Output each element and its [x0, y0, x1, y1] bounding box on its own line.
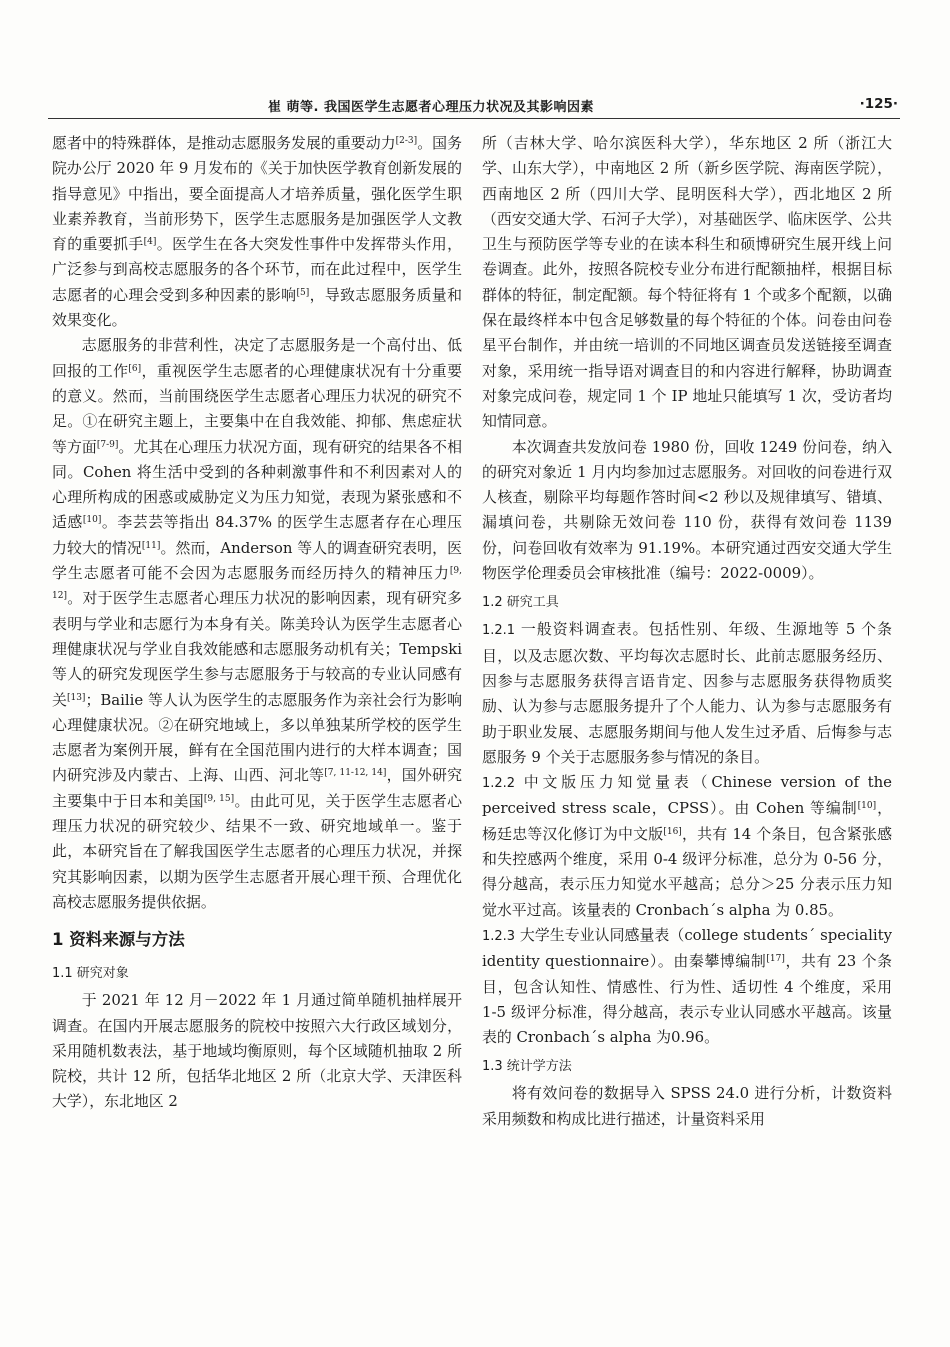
paragraph: 于 2021 年 12 月－2022 年 1 月通过简单随机抽样展开调查。在国内开展志愿服务的院校中按照六大行政区域划分，采用随机数表法，基于地域均衡原则，每个区域随机抽取 2 所院校，共计 12 所，包括华北地区 2 所（北京大学、天津医科大学），东北地区 2: [52, 991, 462, 1111]
section-heading: 1 资料来源与方法: [52, 930, 185, 950]
citation: [10]: [857, 801, 877, 812]
page-number: ·125·: [859, 96, 898, 112]
citation: [17]: [766, 954, 785, 965]
paragraph: 志愿服务的非营利性，决定了志愿服务是一个高付出、低回报的工作[6]，重视医学生志愿者的心理健康状况有十分重要的意义。然而，当前围绕医学生志愿者心理压力状况的研究不足。①在研究主题上，主要集中在自我效能、抑郁、焦虑症状等方面[7-9]。尤其在心理压力状况方面，现有研究的结果各不相同。Cohen 将生活中受到的各种刺激事件和不利因素对人的心理所构成的困惑或威胁定义为压力知觉，表现为紧张感和不适感[10]。李芸芸等指出 84.37% 的医学生志愿者存在心理压力较大的情况[11]。然而，Anderson 等人的调查研究表明，医学生志愿者可能不会因为志愿服务而经历持久的精神压力[9, 12]。对于医学生志愿者心理压力状况的影响因素，现有研究多表明与学业和志愿行为本身有关。陈美玲认为医学生志愿者心理健康状况与学业自我效能感和志愿服务动机有关；Tempski 等人的研究发现医学生参与志愿服务于与较高的专业认同感有关[13]；Bailie 等人认为医学生的志愿服务作为亲社会行为影响心理健康状况。②在研究地域上，多以单独某所学校的医学生志愿者为案例开展，鲜有在全国范围内进行的大样本调查；国内研究涉及内蒙古、上海、山西、河北等[7, 11-12, 14]，国外研究主要集中于日本和美国[9, 15]。由此可见，关于医学生志愿者心理压力状况的研究较少、结果不一致、研究地域单一。鉴于此，本研究旨在了解我国医学生志愿者的心理压力状况，并探究其影响因素，以期为医学生志愿者开展心理干预、合理优化高校志愿服务提供依据。: [52, 336, 462, 911]
right-column: [482, 131, 892, 1132]
citation: [9, 15]: [203, 793, 235, 804]
running-title: 崔 萌等. 我国医学生志愿者心理压力状况及其影响因素: [268, 100, 594, 115]
paragraph: 1.2.3 大学生专业认同感量表（college students´ speciality identity questionnaire）。由秦攀博编制[17]，共有 23 个条目，包含认知性、情感性、行为性、适切性 4 个维度，采用 1-5 级评分标准，得分越高，表示专业认同感水平越高。该量表的 Cronbach´s alpha 为0.96。: [482, 925, 892, 1047]
citation: [2-3]: [395, 136, 418, 146]
citation: [13]: [66, 692, 86, 703]
paragraph: 1.2.1 一般资料调查表。包括性别、年级、生源地等 5 个条目，以及志愿次数、平均每次志愿时长、此前志愿服务经历、因参与志愿服务获得言语肯定、因参与志愿服务获得物质奖励、认为参与志愿服务提升了个人能力、认为参与志愿服务有助于职业发展、志愿服务期间与他人发生过矛盾、后悔参与志愿服务 9 个关于志愿服务参与情况的条目。: [482, 620, 892, 766]
citation: [10]: [82, 515, 102, 526]
citation: [7, 11-12, 14]: [324, 768, 387, 779]
citation: [7-9]: [96, 439, 119, 450]
paragraph: 本次调查共发放问卷 1980 份，回收 1249 份问卷，纳入的研究对象近 1 月内均参加过志愿服务。对回收的问卷进行双人核查，剔除平均每题作答时间<2 秒以及规律填写、错填、漏填问卷，共剔除无效问卷 110 份，获得有效问卷 1139 份，问卷回收有效率为 91.19%。本研究通过西安交通大学生物医学伦理委员会审核批准（编号：2022-0009）。: [482, 437, 892, 583]
citation: [9, 12]: [52, 566, 462, 602]
citation: [6]: [128, 363, 142, 374]
citation: [5]: [296, 287, 310, 298]
citation: [4]: [143, 237, 157, 248]
paragraph: 所（吉林大学、哈尔滨医科大学），华东地区 2 所（浙江大学、山东大学），中南地区 2 所（新乡医学院、海南医学院），西南地区 2 所（四川大学、昆明医科大学），西北地区 2 所（西安交通大学、石河子大学），对基础医学、临床医学、公共卫生与预防医学等专业的在读本科生和硕博研究生展开线上问卷调查。此外，按照各院校专业分布进行配额抽样，根据目标群体的特征，制定配额。每个特征将有 1 个或多个配额，以确保在最终样本中包含足够数量的每个特征的个体。问卷由问卷星平台制作，并由统一培训的不同地区调查员发送链接至调查对象，采用统一指导语对调查目的和内容进行解释，协助调查对象完成问卷，规定同 1 个 IP 地址只能填写 1 次，受访者均知情同意。: [482, 134, 892, 431]
citation: [16]: [663, 826, 682, 837]
subsection-heading: 1.2 研究工具: [482, 595, 559, 611]
subsection-heading: 1.1 研究对象: [52, 966, 129, 982]
paragraph: 将有效问卷的数据导入 SPSS 24.0 进行分析，计数资料采用频数和构成比进行描述，计量资料采用: [482, 1084, 892, 1128]
left-column: [52, 131, 462, 1115]
citation: [11]: [141, 540, 161, 551]
running-header: [48, 94, 900, 119]
subsection-heading: 1.3 统计学方法: [482, 1059, 572, 1075]
paragraph: 愿者中的特殊群体，是推动志愿服务发展的重要动力[2-3]。国务院办公厅 2020 年 9 月发布的《关于加快医学教育创新发展的指导意见》中指出，要全面提高人才培养质量，强化医学生职业素养教育，当前形势下，医学生志愿服务是加强医学人文教育的重要抓手[4]。医学生在各大突发性事件中发挥带头作用，广泛参与到高校志愿服务的各个环节，而在此过程中，医学生志愿者的心理会受到多种因素的影响[5]，导致志愿服务质量和效果变化。: [52, 134, 462, 330]
paragraph: 1.2.2 中文版压力知觉量表（Chinese version of the perceived stress scale，CPSS）。由 Cohen 等编制[10]，杨廷忠等汉化修订为中文版[16]，共有 14 个条目，包含紧张感和失控感两个维度，采用 0-4 级评分标准，总分为 0-56 分，得分越高，表示压力知觉水平越高；总分＞25 分表示压力知觉水平过高。该量表的 Cronbach´s alpha 为 0.85。: [482, 773, 892, 919]
